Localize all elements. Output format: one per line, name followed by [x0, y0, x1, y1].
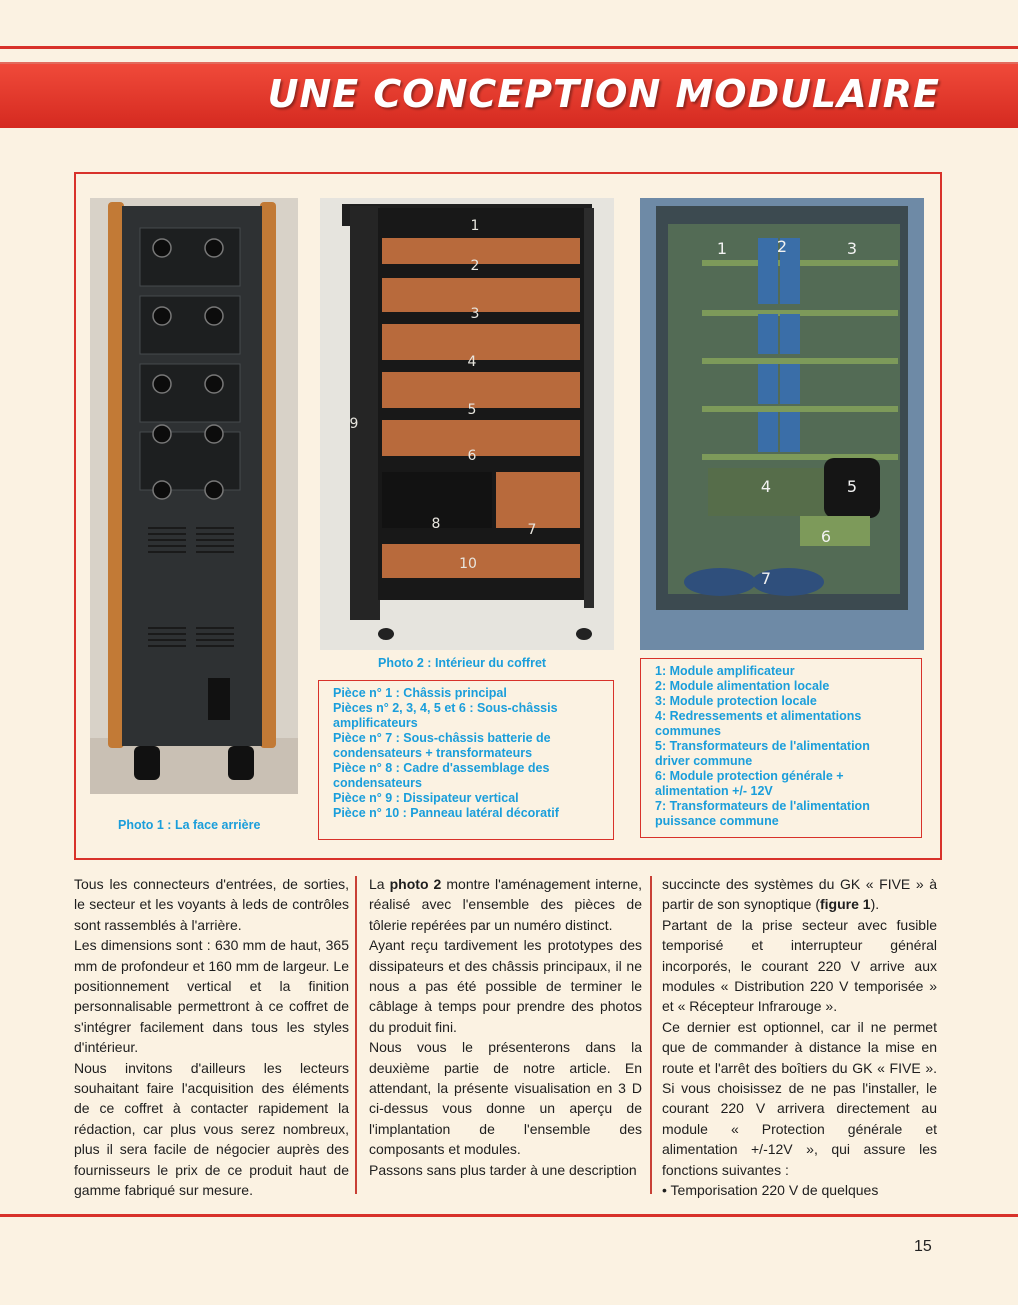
paragraph: Passons sans plus tarder à une description — [369, 1161, 637, 1178]
title-banner — [0, 62, 1018, 128]
legend2-item: Pièce n° 8 : Cadre d'assemblage des condensateurs — [333, 761, 550, 790]
interior-label-5: 5 — [467, 402, 477, 418]
interior-label-7: 7 — [527, 522, 537, 538]
render-label-6: 6 — [820, 527, 832, 546]
interior-label-9: 9 — [349, 416, 359, 432]
photo2-caption: Photo 2 : Intérieur du coffret — [378, 656, 547, 670]
render-label-7: 7 — [760, 569, 772, 588]
photo-rear-panel — [90, 198, 298, 794]
render-label-4: 4 — [760, 477, 772, 496]
legend3-item: 7: Transformateurs de l'alimentation puissance commune — [655, 799, 870, 828]
paragraph: Nous invitons d'ailleurs les lecteurs souhaitant faire l'acquisition des éléments de ce coffret à contacter rapidement la rédaction, car plus vous serez nombreux, plus il sera facile de négocier auprès des fournisseurs le prix de ce produit haut de gamme fabriqué sur mesure. — [74, 1059, 349, 1199]
page-number: 15 — [914, 1238, 932, 1255]
legend-interior-parts — [318, 680, 614, 840]
interior-label-10: 10 — [459, 556, 477, 572]
paragraph: • Temporisation 220 V de quelques — [662, 1182, 879, 1199]
body-column-2 — [369, 874, 642, 1180]
body-column-1 — [74, 874, 349, 1201]
legend3-item: 6: Module protection générale + alimentation +/- 12V — [655, 769, 844, 798]
interior-label-2: 2 — [470, 258, 480, 274]
legend2-item: Pièce n° 7 : Sous-châssis batterie de condensateurs + transformateurs — [333, 731, 551, 760]
render-label-1: 1 — [716, 239, 728, 258]
paragraph: Ce dernier est optionnel, car il ne permet que de commander à distance la mise en route et l'arrêt des boîtiers du GK « FIVE ». Si vous choisissez de ne pas l'installer, le courant 220 V arrivera directement au module « Protection générale et alimentation +/-12V », qui assure les fonctions suivantes : — [662, 1018, 937, 1178]
paragraph: La photo 2 montre l'aménagement interne, réalisé avec l'ensemble des pièces de tôlerie repérées par un numéro distinct. — [369, 876, 643, 933]
photo-interior — [320, 198, 614, 650]
column-divider — [650, 876, 652, 1194]
bottom-rule — [0, 1214, 1018, 1217]
render-label-2: 2 — [776, 237, 788, 256]
top-rule — [0, 46, 1018, 49]
paragraph: Ayant reçu tardivement les prototypes des dissipateurs et des châssis principaux, il ne nous a pas été possible de terminer le câblage à temps pour prendre des photos du produit fini. — [369, 937, 642, 1035]
body-column-3 — [662, 874, 937, 1201]
render-label-5: 5 — [846, 477, 858, 496]
legend3-item: 2: Module alimentation locale — [655, 679, 830, 693]
paragraph: Partant de la prise secteur avec fusible temporisé et interrupteur général incorporés, le courant 220 V arrive aux modules « Distribution 220 V temporisée » et « Récepteur Infrarouge ». — [662, 916, 937, 1015]
interior-label-6: 6 — [467, 448, 477, 464]
paragraph: Tous les connecteurs d'entrées, de sorties, le secteur et les voyants à leds de contrôles sont rassemblés à l'arrière. — [74, 876, 349, 933]
render-label-3: 3 — [846, 239, 858, 258]
photo1-caption: Photo 1 : La face arrière — [118, 818, 261, 832]
legend2-item: Pièces n° 2, 3, 4, 5 et 6 : Sous-châssis amplificateurs — [333, 701, 558, 730]
interior-label-4: 4 — [467, 354, 477, 370]
interior-label-3: 3 — [470, 306, 480, 322]
interior-label-8: 8 — [431, 516, 441, 532]
legend2-item: Pièce n° 1 : Châssis principal — [333, 686, 507, 700]
legend3-item: 3: Module protection locale — [655, 694, 817, 708]
legend3-item: 4: Redressements et alimentations communes — [655, 709, 862, 738]
render-3d-view — [640, 198, 924, 650]
legend-modules — [640, 658, 922, 838]
interior-label-1: 1 — [470, 218, 480, 234]
page-title: UNE CONCEPTION MODULAIRE — [267, 72, 940, 116]
column-divider — [355, 876, 357, 1194]
paragraph: succincte des systèmes du GK « FIVE » à partir de son synoptique (figure 1). — [662, 876, 937, 913]
paragraph: Nous vous le présenterons dans la deuxième partie de notre article. En attendant, la présente visualisation en 3 D ci-dessus vous donne un aperçu de l'implantation de l'ensemble des composants et modules. — [369, 1039, 642, 1158]
legend3-item: 1: Module amplificateur — [655, 664, 795, 678]
legend2-item: Pièce n° 9 : Dissipateur vertical — [333, 791, 519, 805]
paragraph: Les dimensions sont : 630 mm de haut, 365 mm de profondeur et 160 mm de largeur. Le positionnement vertical et la finition personnalisable permettront à ce coffret de s'intégrer facilement dans tous les styles d'intérieur. — [74, 937, 349, 1056]
legend2-item: Pièce n° 10 : Panneau latéral décoratif — [333, 806, 559, 820]
legend3-item: 5: Transformateurs de l'alimentation driver commune — [655, 739, 870, 768]
